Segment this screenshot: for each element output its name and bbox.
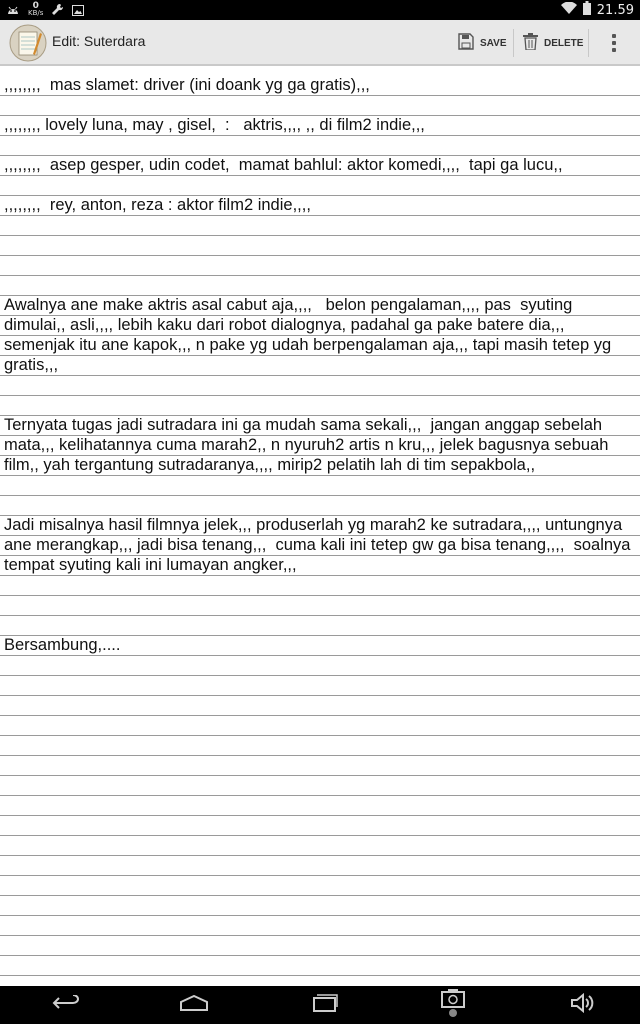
wrench-icon <box>51 1 64 20</box>
wifi-icon <box>561 2 577 18</box>
back-icon <box>51 995 79 1015</box>
delete-button[interactable] <box>523 28 583 58</box>
status-bar <box>0 0 640 20</box>
battery-icon <box>583 1 591 19</box>
volume-icon <box>570 993 594 1017</box>
back-button[interactable] <box>45 992 85 1018</box>
android-debug-icon <box>6 1 20 20</box>
page-title: Edit: Suterdara <box>52 33 146 49</box>
recent-apps-icon <box>312 994 338 1016</box>
overflow-menu-icon <box>612 34 616 38</box>
screenshot-icon <box>440 989 466 1021</box>
action-divider <box>513 29 514 57</box>
clock: 21.59 <box>596 2 634 18</box>
delete-label: DELETE <box>544 37 584 49</box>
recent-apps-button[interactable] <box>305 992 345 1018</box>
image-notification-icon <box>72 1 84 20</box>
network-speed <box>28 3 43 17</box>
save-floppy-icon <box>458 33 474 53</box>
status-right-icons <box>561 0 634 20</box>
note-editor[interactable] <box>0 68 640 986</box>
trash-icon <box>523 33 538 53</box>
action-bar <box>0 20 640 66</box>
home-button[interactable] <box>174 992 214 1018</box>
home-icon <box>179 995 209 1015</box>
save-label: SAVE <box>480 37 507 49</box>
navigation-bar <box>0 986 640 1024</box>
action-divider <box>588 29 589 57</box>
overflow-menu-button[interactable] <box>606 32 622 54</box>
notepad-app-icon[interactable] <box>9 24 47 62</box>
volume-button[interactable] <box>562 992 602 1018</box>
network-speed-unit: KB/s <box>28 9 44 17</box>
screenshot-button[interactable] <box>433 992 473 1018</box>
network-speed-value: 0 <box>32 1 39 11</box>
status-left-icons <box>6 2 84 18</box>
note-text[interactable]: ,,,,,,,, mas slamet: driver (ini doank yg ga gratis),,, ,,,,,,,, lovely luna, may , gisel, : aktris,,,, ,, di film2 indie,,, ,,,,,,,, asep gesper, udin codet, mamat bahlul: aktor komedi,,,, tapi ga lucu,, ,,,,,,,, rey, anton, reza : aktor film2 indie,,,, Awalnya ane make aktris asal cabut aja,,,, belon pengalaman,,,, pas syuting dimulai,, asli,,,, lebih kaku dari robot dialognya, padahal ga pake batere dia,,, semenjak itu ane kapok,,, n pake yg udah berpengalaman aja,,, tapi masih tetep yg gratis,,, Ternyata tugas jadi sutradara ini ga mudah sama sekali,,, jangan anggap sebelah mata,,, kelihatannya cuma marah2,, n nyuruh2 artis n kru,,, jelek bagusnya sebuah film,, yah tergantung sutradaranya,,,, mirip2 pelatih lah di tim sepakbola,, Jadi misalnya hasil filmnya jelek,,, produserlah yg marah2 ke sutradara,,,, untungnya ane merangkap,,, jadi bisa tenang,,, cuma kali ini tetep gw ga bisa tenang,,,, soalnya tempat syuting kali ini lumayan angker,,, Bersambung,.... <box>4 76 631 654</box>
save-button[interactable] <box>458 28 507 58</box>
